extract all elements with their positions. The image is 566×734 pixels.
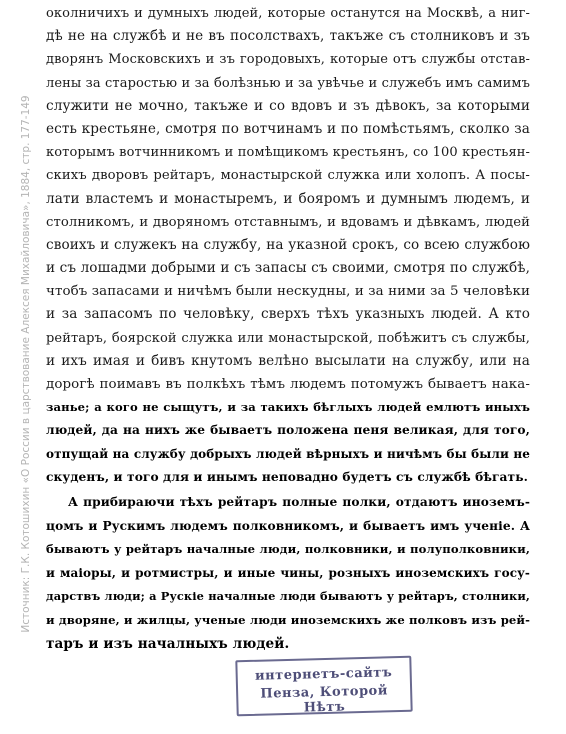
text-line: рейтаръ, боярской служка или монастырской, побѣжитъ съ службы, [46,330,530,346]
library-stamp [235,656,412,717]
text-line: дарствъ люди; а Рускіе началные люди бываютъ у рейтаръ, столники, [46,589,530,604]
text-line: дѣ не на службѣ и не въ посолствахъ, такъже съ столниковъ и зъ [46,28,530,45]
paragraph-2 [46,491,530,656]
paragraph-1 [46,2,530,489]
text-line: чтобъ запасами и ничѣмъ были нескудны, и за ними за 5 человѣки [46,284,530,300]
text-line: и съ лошадми добрыми и съ запасы съ своими, смотря по службѣ, [46,260,530,277]
text-line: и маіоры, и ротмистры, и иные чины, розныхъ иноземскихъ госу- [46,565,530,580]
text-line: служити не мочно, такъже и со вдовъ и зъ дѣвокъ, за которыми [46,97,530,114]
text-line: таръ и изъ началныхъ людей. [46,635,290,652]
source-citation-vertical: Источник: Г.К. Котошихин «О России в царствование Алексея Михайловича», 1884, стр. 177-149 [20,95,32,633]
text-line: столникомъ, и дворяномъ отставнымъ, и вдовамъ и дѣвкамъ, людей [46,214,530,230]
page-text [46,2,530,656]
text-line: которымъ вотчинникомъ и помѣщикомъ крестьянъ, со 100 крестьян- [46,145,530,161]
text-line: есть крестьяне, смотря по вотчинамъ и по помѣстьямъ, сколко за [46,120,530,137]
text-line: скихъ дворовъ рейтаръ, монастырской служка или холопъ. А посы- [46,168,530,184]
text-line: и ихъ имая и бивъ кнутомъ велѣно высылати на службу, или на [46,352,530,369]
stamp-line-2: Пенза, Которой Нѣтъ [260,683,389,716]
text-line: А прибираючи тѣхъ рейтаръ полные полки, отдаютъ иноземъ- [68,494,530,509]
text-line: своихъ и служекъ на службу, на указной срокъ, со всею службою [46,236,530,253]
text-line: скуденъ, и того для и инымъ неповадно будетъ съ службѣ бѣгать. [46,469,528,484]
text-line: дворянъ Московскихъ и зъ городовыхъ, которые отъ службы отстав- [46,52,530,68]
text-line: бываютъ у рейтаръ началные люди, полковники, и полуполковники, [46,542,530,557]
text-line: околничихъ и думныхъ людей, которые останутся на Москвѣ, а ниг- [46,6,530,21]
text-line: дорогѣ поимавъ въ полкѣхъ тѣмъ людемъ потомужъ бываетъ нака- [46,377,530,392]
text-line: лати властемъ и монастыремъ, и бояромъ и думнымъ людемъ, и [46,190,530,207]
text-line: и дворяне, и жилцы, ученые люди иноземскихъ же полковъ изъ рей- [46,612,530,627]
text-line: людей, да на нихъ же бываетъ положена пеня великая, для того, [46,423,530,438]
text-line: занье; а кого не сыщутъ, и за такихъ бѣглыхъ людей емлютъ иныхъ [46,400,530,415]
text-line: лены за старостью и за болѣзнью и за увѣчье и служебъ имъ самимъ [46,75,530,91]
stamp-line-1: интернетъ-сайтъ [254,665,393,684]
text-line: и за запасомъ по человѣку, сверхъ тѣхъ указныхъ людей. А кто [46,306,530,323]
text-line: отпущай на службу добрыхъ людей вѣрныхъ и ничѣмъ бы были не [46,446,530,461]
text-line: цомъ и Рускимъ людемъ полковникомъ, и бываетъ имъ ученіе. А [46,518,530,533]
